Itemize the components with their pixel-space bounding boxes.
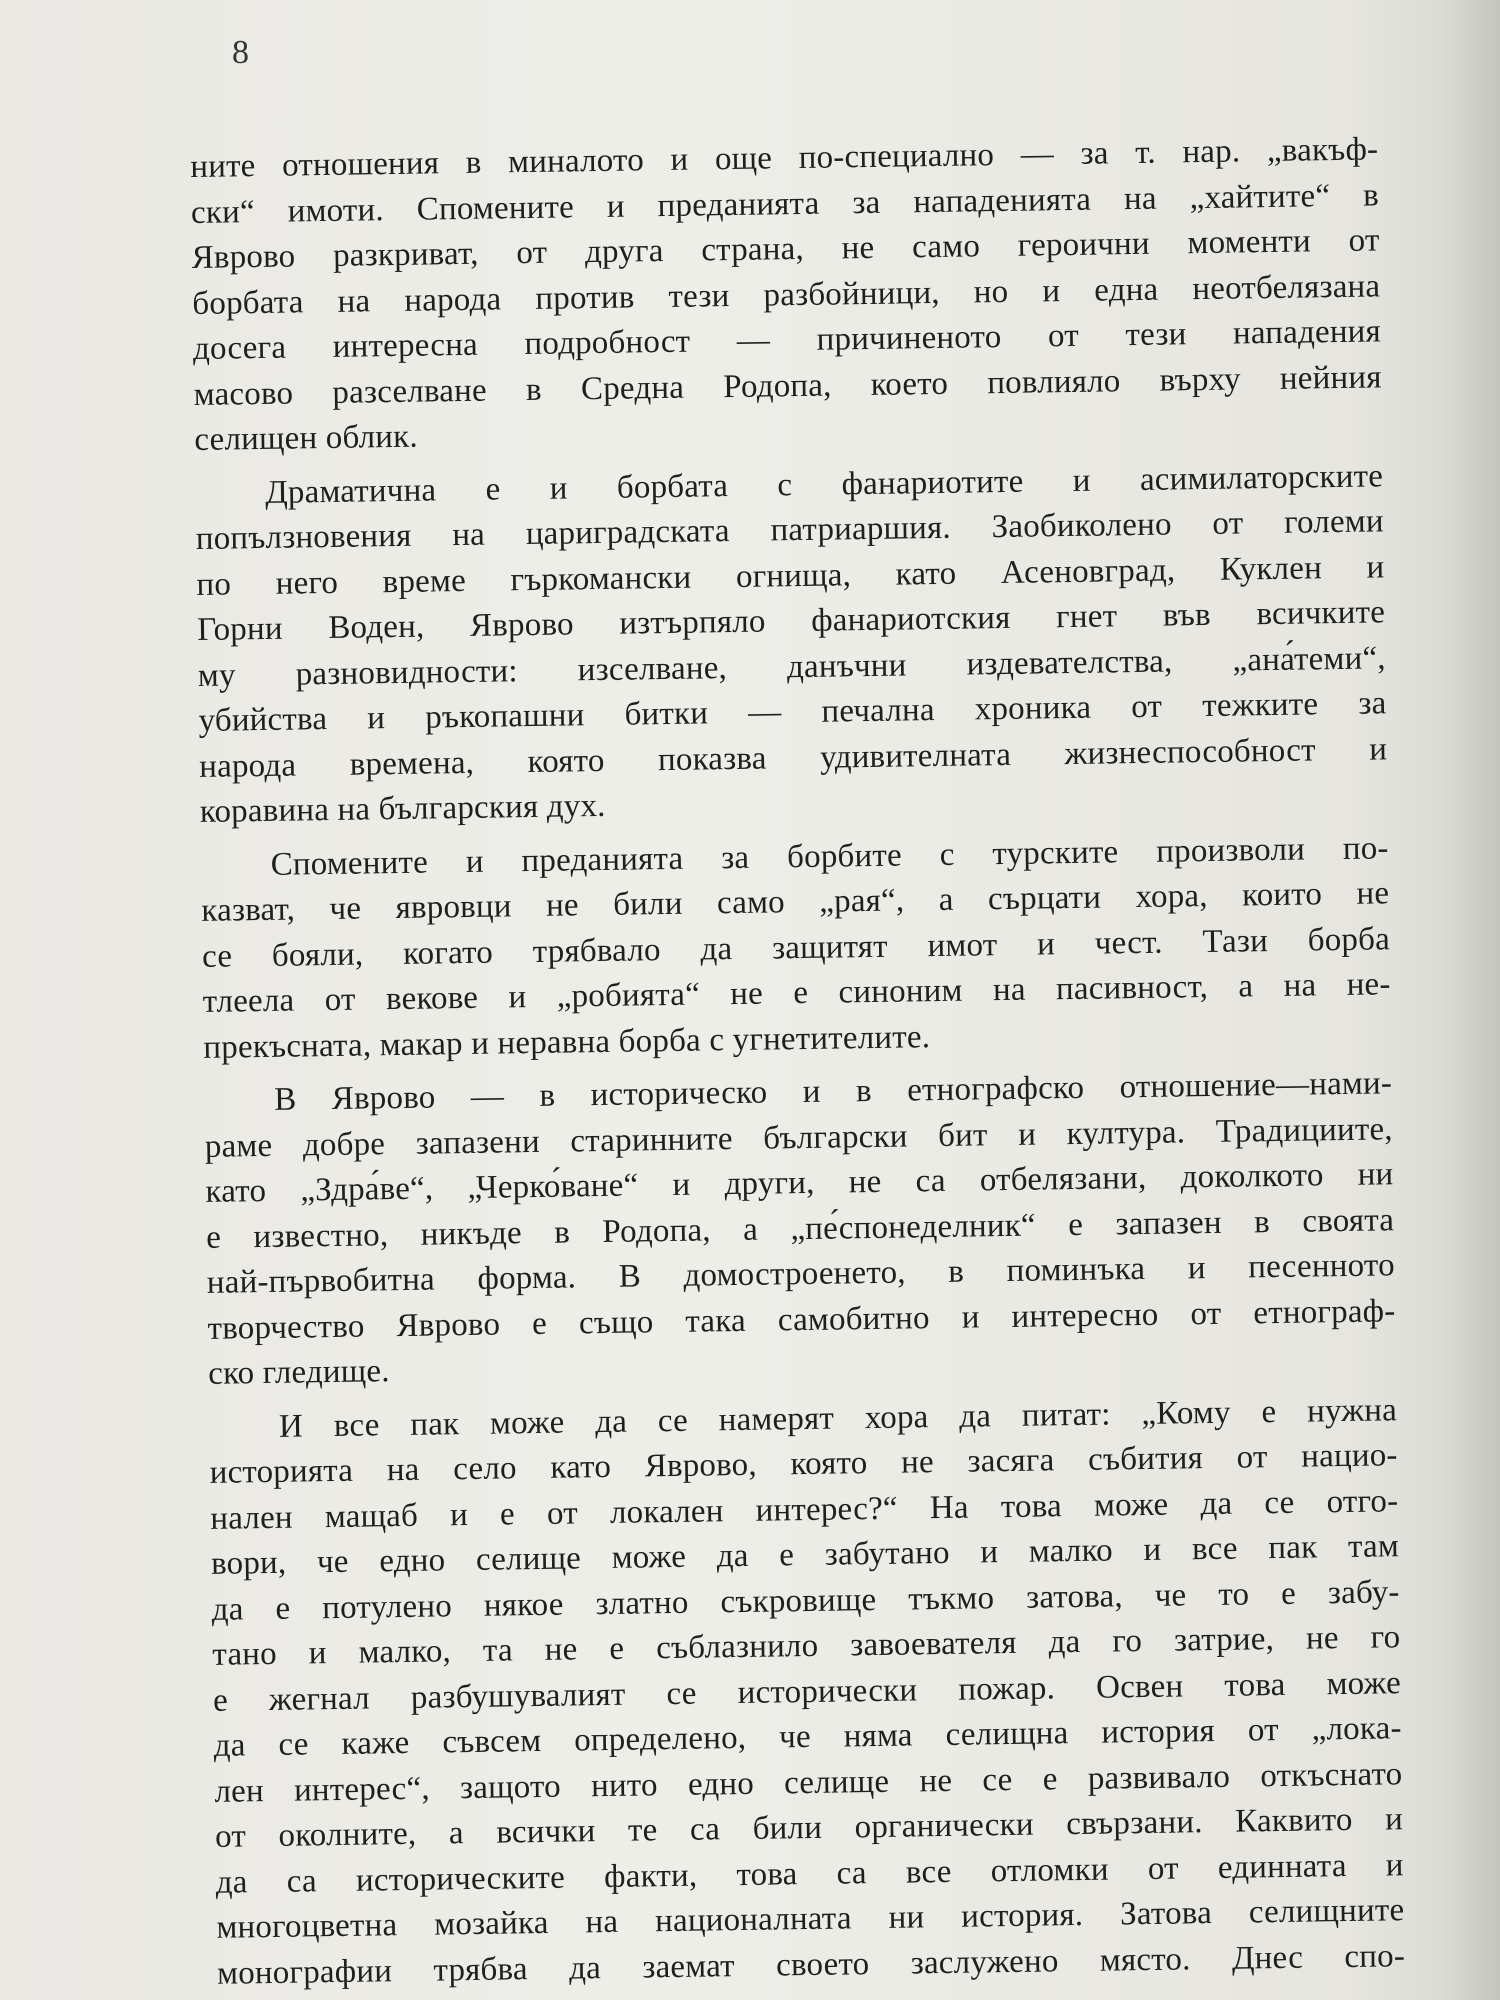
text-line: Горни Воден, Яврово изтърпяло фанариотския гнет във всичките [196,594,1386,648]
text-line: историята на село като Яврово, която не засяга събития от нацио- [209,1437,1398,1491]
text-line: Драматична е и борбата с фанариотите и асимилаторските [264,457,1384,511]
text-line: ско гледище. [207,1353,390,1392]
text-line: прекъсната, макар и неравна борба с угнетителите. [203,1018,931,1066]
text-line: лен интерес“, защото нито едно селище не се е развивало откъснато [214,1755,1403,1810]
page-number: 8 [232,34,249,71]
text-line: се бояли, когато трябвало да защитят имот и чест. Тази борба [201,920,1391,975]
text-line: Спомените и преданията за борбите с турските произволи по- [270,829,1389,883]
text-line: е жегнал разбушувалият се исторически пожар. Освен това може [212,1664,1402,1719]
text-line: да е потулено някое златно съкровище тъкмо затова, че то е забу- [211,1573,1400,1628]
text-line: коравина на българския дух. [199,787,606,830]
text-line: И все пак може да се намерят хора да питат: „Кому е нужна [278,1391,1398,1445]
text-line: му разновидности: изселване, данъчни издевателства, „ана́теми“, [197,639,1387,694]
page-edge-shadow [1440,0,1500,2000]
text-line: попълзновения на цариградската патриаршия. Заобиколено от големи [195,503,1384,557]
text-line: народа времена, която показва удивителната жизнеспособност и [198,730,1388,785]
text-line: е известно, никъде в Родопа, а „пе́спонеделник“ е запазен в своята [205,1201,1395,1256]
text-line: да се каже съвсем определено, че няма селищна история от „лока- [213,1710,1402,1764]
text-line: убийства и ръкопашни битки — печална хроника от тежките за [198,685,1387,739]
text-line: да са историческите факти, това са все отломки от единната и [215,1846,1404,1901]
text-line: ски“ имоти. Спомените и преданията за нападенията на „хайтите“ в [190,176,1380,231]
text-line: по него време гъркомански огнища, като Асеновград, Куклен и [196,548,1385,603]
paragraph-2 [195,454,1388,836]
text-line: досега интересна подробност — причиненото от тези нападения [192,313,1382,367]
text-line: раме добре запазени старинните български бит и култура. Традициите, [204,1110,1393,1165]
paragraph-3 [200,826,1391,1071]
text-line: многоцветна мозайка на националната ни история. Затова селищните [216,1892,1405,1946]
text-line: тлеела от векове и „робията“ не е синоним на пасивност, а на не- [202,966,1391,1020]
text-line: тано и малко, та не е съблазнило завоевателя да го затрие, не го [212,1619,1401,1673]
text-line: творчество Яврово е също така самобитно и интересно от етнограф- [207,1292,1396,1347]
paragraph-5 [209,1388,1406,1997]
text-line: монографии трябва да заемат своето заслужено място. Днес спо- [216,1937,1406,1992]
text-line: Яврово разкриват, от друга страна, не само героични моменти от [191,222,1380,276]
text-line: вори, че едно селище може да е забутано и малко и все пак там [210,1528,1400,1582]
text-line: масово разселване в Средна Родопа, което повлияло върху нейния [193,358,1382,413]
text-line: селищен облик. [194,418,419,458]
text-line: най-първобитна форма. В домостроенето, в поминъка и песенното [206,1247,1396,1301]
text-line: като „Здра́ве“, „Черко́ване“ и други, не са отбелязани, доколкото ни [205,1156,1394,1210]
text-line: нален мащаб и е от локален интерес?“ На това може да се отго- [210,1482,1399,1537]
text-line: борбата на народа против тези разбойници, но и една неотбелязана [192,267,1381,322]
body-text [190,127,1405,2000]
paragraph-4 [204,1061,1397,1397]
text-line: ните отношения в миналото и още по-специално — за т. нар. „вакъф- [190,131,1379,185]
text-line: В Яврово — в историческо и в етнографско отношение—нами- [273,1065,1393,1118]
paragraph-1 [190,127,1383,463]
text-line: казват, че явровци не били само „рая“, а сърцати хора, които не [201,875,1390,929]
text-line: от околните, а всички те са били органически свързани. Каквито и [214,1801,1404,1855]
